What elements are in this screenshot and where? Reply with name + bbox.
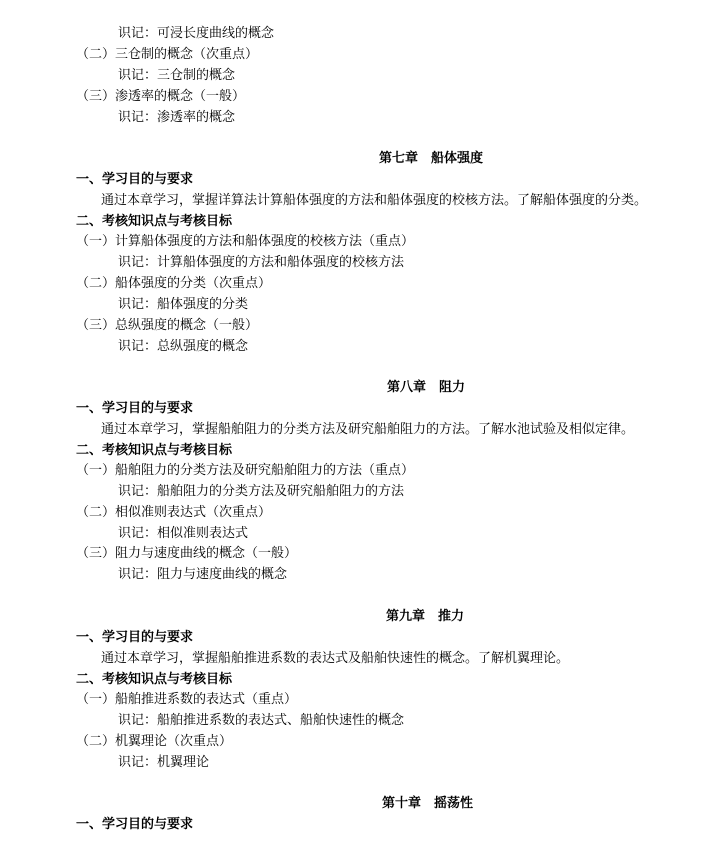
doc-line: 识记：船舶推进系数的表达式、船舶快速性的概念	[118, 713, 405, 728]
doc-line: （一）船舶阻力的分类方法及研究船舶阻力的方法（重点）	[76, 463, 415, 478]
chapter-heading: 第八章 阻力	[386, 380, 465, 395]
paragraph: 通过本章学习，掌握详算法计算船体强度的方法和船体强度的校核方法。了解船体强度的分类。	[101, 193, 648, 208]
doc-line: 识记：三仓制的概念	[118, 68, 236, 83]
paragraph: 通过本章学习，掌握船舶阻力的分类方法及研究船舶阻力的方法。了解水池试验及相似定律。	[101, 422, 635, 437]
section-heading: 二、考核知识点与考核目标	[76, 443, 233, 458]
doc-line: 识记：计算船体强度的方法和船体强度的校核方法	[118, 255, 405, 270]
doc-line: （三）阻力与速度曲线的概念（一般）	[76, 546, 298, 561]
doc-line: 识记：船舶阻力的分类方法及研究船舶阻力的方法	[118, 484, 405, 499]
doc-line: 识记：总纵强度的概念	[118, 339, 249, 354]
section-heading: 二、考核知识点与考核目标	[76, 214, 233, 229]
doc-line: （二）机翼理论（次重点）	[76, 734, 233, 749]
paragraph: 通过本章学习，掌握船舶推进系数的表达式及船舶快速性的概念。了解机翼理论。	[101, 651, 570, 666]
doc-line: （二）三仓制的概念（次重点）	[76, 47, 259, 62]
section-heading: 一、学习目的与要求	[76, 172, 194, 187]
doc-line: （一）船舶推进系数的表达式（重点）	[76, 692, 298, 707]
section-heading: 一、学习目的与要求	[76, 401, 194, 416]
doc-line: （三）渗透率的概念（一般）	[76, 89, 246, 104]
chapter-heading: 第七章 船体强度	[378, 151, 483, 166]
doc-line: 识记：相似准则表达式	[118, 526, 249, 541]
doc-line: （一）计算船体强度的方法和船体强度的校核方法（重点）	[76, 234, 415, 249]
doc-line: （三）总纵强度的概念（一般）	[76, 318, 259, 333]
doc-line: （二）相似准则表达式（次重点）	[76, 505, 272, 520]
chapter-heading: 第十章 摇荡性	[381, 796, 473, 811]
section-heading: 一、学习目的与要求	[76, 630, 194, 645]
doc-line: 识记：阻力与速度曲线的概念	[118, 567, 288, 582]
section-heading: 二、考核知识点与考核目标	[76, 672, 233, 687]
doc-line: 识记：渗透率的概念	[118, 110, 236, 125]
doc-line: 识记：机翼理论	[118, 755, 210, 770]
section-heading: 一、学习目的与要求	[76, 817, 194, 832]
chapter-heading: 第九章 推力	[385, 609, 464, 624]
doc-line: 识记：可浸长度曲线的概念	[118, 26, 275, 41]
doc-line: 识记：船体强度的分类	[118, 297, 249, 312]
doc-line: （二）船体强度的分类（次重点）	[76, 276, 272, 291]
